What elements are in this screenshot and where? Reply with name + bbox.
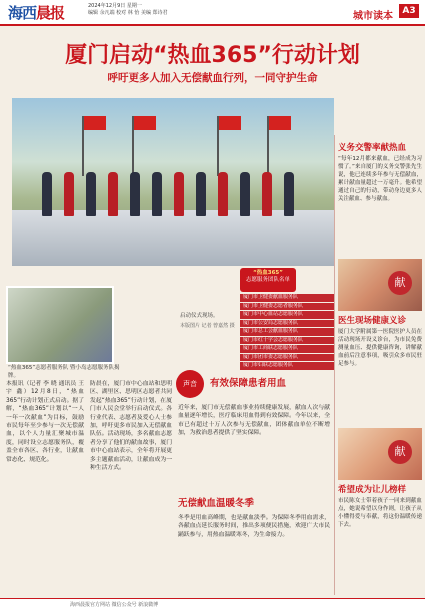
- sidebar-title-1: 义务交警率献热血: [338, 143, 407, 153]
- stage: [12, 210, 334, 266]
- person-figure: [64, 172, 74, 216]
- team-list-header: [240, 268, 296, 292]
- sidebar-text-3: 市民陈女士带着孩子一同来到献血点，她说希望以身作则，让孩子从小懂得爱与奉献，将这份温暖传递下去。: [338, 498, 422, 529]
- person-figure: [130, 172, 140, 216]
- sidebar-title-3: 希望成为让儿榜样: [338, 485, 407, 495]
- page-number: A3: [399, 4, 419, 18]
- team-list-item: 厦门市工商联志愿服务队: [240, 345, 334, 353]
- team-list-item: 厦门市卫健委志愿者服务队: [240, 303, 334, 311]
- voice-badge-icon: 声音: [176, 370, 204, 398]
- sidebar-photo-2: [338, 428, 422, 480]
- person-figure: [86, 172, 96, 216]
- inset-photo: [6, 286, 114, 364]
- editor-line: 编辑 余凡端 校对 林 怡 美编 郑诗君: [88, 10, 168, 16]
- person-figure: [262, 172, 272, 216]
- person-figure: [196, 172, 206, 216]
- person-figure: [108, 172, 118, 216]
- sidebar-photo: [338, 259, 422, 311]
- tip-line-2: 志愿服务团队名单: [245, 277, 290, 283]
- team-list-item: 厦门市中心血站志愿服务队: [240, 311, 334, 319]
- article-column-2: 防晨在，厦门市中心血站和思明区、湖里区、思明区志愿者共同发起“热血365”行动计划，在厦门市人民会堂举行启动仪式。各行业代表、志愿者及爱心人士参加，呼吁更多市民加入无偿献血队伍。活动现场，多名献血志愿者分享了他们的献血故事，厦门市中心血站表示，全年将开展更多主题献血活动，让献血成为一种生活方式。: [90, 381, 172, 472]
- tip-line-1: “热血365”: [253, 270, 283, 276]
- section3-text: 冬季是用血高峰期，也是献血淡季。为保障冬季用血需求，各献血点延长服务时间，推出多项便民措施，欢迎广大市民踊跃参与，用热血温暖寒冬，为生命接力。: [178, 515, 330, 538]
- section-name: 城市读本: [353, 11, 393, 22]
- section2-text: 近年来，厦门市无偿献血事业持续健康发展，献血人次与献血量逐年增长，医疗临床用血得到有效保障。今年以来，全市已有超过十万人次参与无偿献血，团体献血单位不断增加，为救治患者提供了坚实保障。: [178, 405, 330, 437]
- flag-icon: [82, 116, 84, 176]
- section3-title: 无偿献血温暖冬季: [178, 498, 255, 509]
- footer: [0, 598, 425, 612]
- team-list-item: 厦门市总工会献血服务队: [240, 328, 334, 336]
- team-list-item: 厦门市卫健委献血服务队: [240, 294, 334, 302]
- photo-credit: 本版图片 记者 曾嘉然 摄: [180, 323, 235, 329]
- flag-icon: [267, 116, 269, 176]
- photo-caption: 启动仪式现场。: [180, 313, 219, 319]
- inset-caption: “热血365”志愿者服务队 暨小岛志愿服务队揭牌。: [8, 365, 120, 379]
- main-photo: [12, 98, 334, 266]
- team-list-item: 厦门市公安局志愿服务队: [240, 320, 334, 328]
- person-figure: [152, 172, 162, 216]
- logo-main: 海西: [8, 4, 37, 22]
- person-figure: [218, 172, 228, 216]
- person-figure: [240, 172, 250, 216]
- sidebar-text-1: “每年12月都来献血，已经成为习惯了。”来自厦门的义务交警张先生说，他已连续多年参与无偿献血，累计献血量超过一万毫升。他希望通过自己的行动，带动身边更多人关注献血、参与献血。: [338, 156, 422, 203]
- headline: 厦门启动“热血365”行动计划: [65, 43, 360, 68]
- article-column-1: 本报讯（记者 李 晓 通讯员 王 宇 鑫）12月8日，“热血365”行动计划正式启动。据了解，“热血365”计划以“一人一年一次献血”为目标，鼓励市民每年至少参与一次无偿献血，以个人力量汇聚城市温度，同时设立志愿服务队，覆盖全市各区、各行业，让献血常态化、规范化。: [6, 381, 84, 463]
- logo-accent: 晨报: [36, 4, 65, 22]
- footer-text: 海西晨报官方网站 微信公众号 新浪微博: [70, 602, 159, 608]
- person-figure: [284, 172, 294, 216]
- subheadline: 呼吁更多人加入无偿献血行列，一同守护生命: [107, 72, 318, 84]
- column-divider: [334, 135, 335, 595]
- date-line: 2024年12月9日 星期一: [88, 3, 142, 9]
- masthead: [0, 0, 425, 26]
- sidebar-title-2: 医生现场健康义诊: [338, 316, 407, 326]
- team-list-item: 厦门市妇联志愿服务队: [240, 362, 334, 370]
- person-figure: [42, 172, 52, 216]
- flag-icon: [132, 116, 134, 176]
- sidebar-text-2: 厦门大学附属第一医院医护人员在活动现场开设义诊台，为市民免费测量血压、提供健康咨询，讲解献血前后注意事项，吸引众多市民驻足参与。: [338, 329, 422, 368]
- masthead-info: [88, 3, 168, 17]
- article-column-3: [178, 350, 330, 595]
- team-list-item: 厦门市团市委志愿服务队: [240, 354, 334, 362]
- sidebar: [338, 140, 422, 600]
- newspaper-logo: [8, 2, 64, 23]
- person-figure: [174, 172, 184, 216]
- flag-icon: [217, 116, 219, 176]
- team-list-item: 厦门市红十字会志愿服务队: [240, 337, 334, 345]
- section2-title: 有效保障患者用血: [210, 378, 287, 389]
